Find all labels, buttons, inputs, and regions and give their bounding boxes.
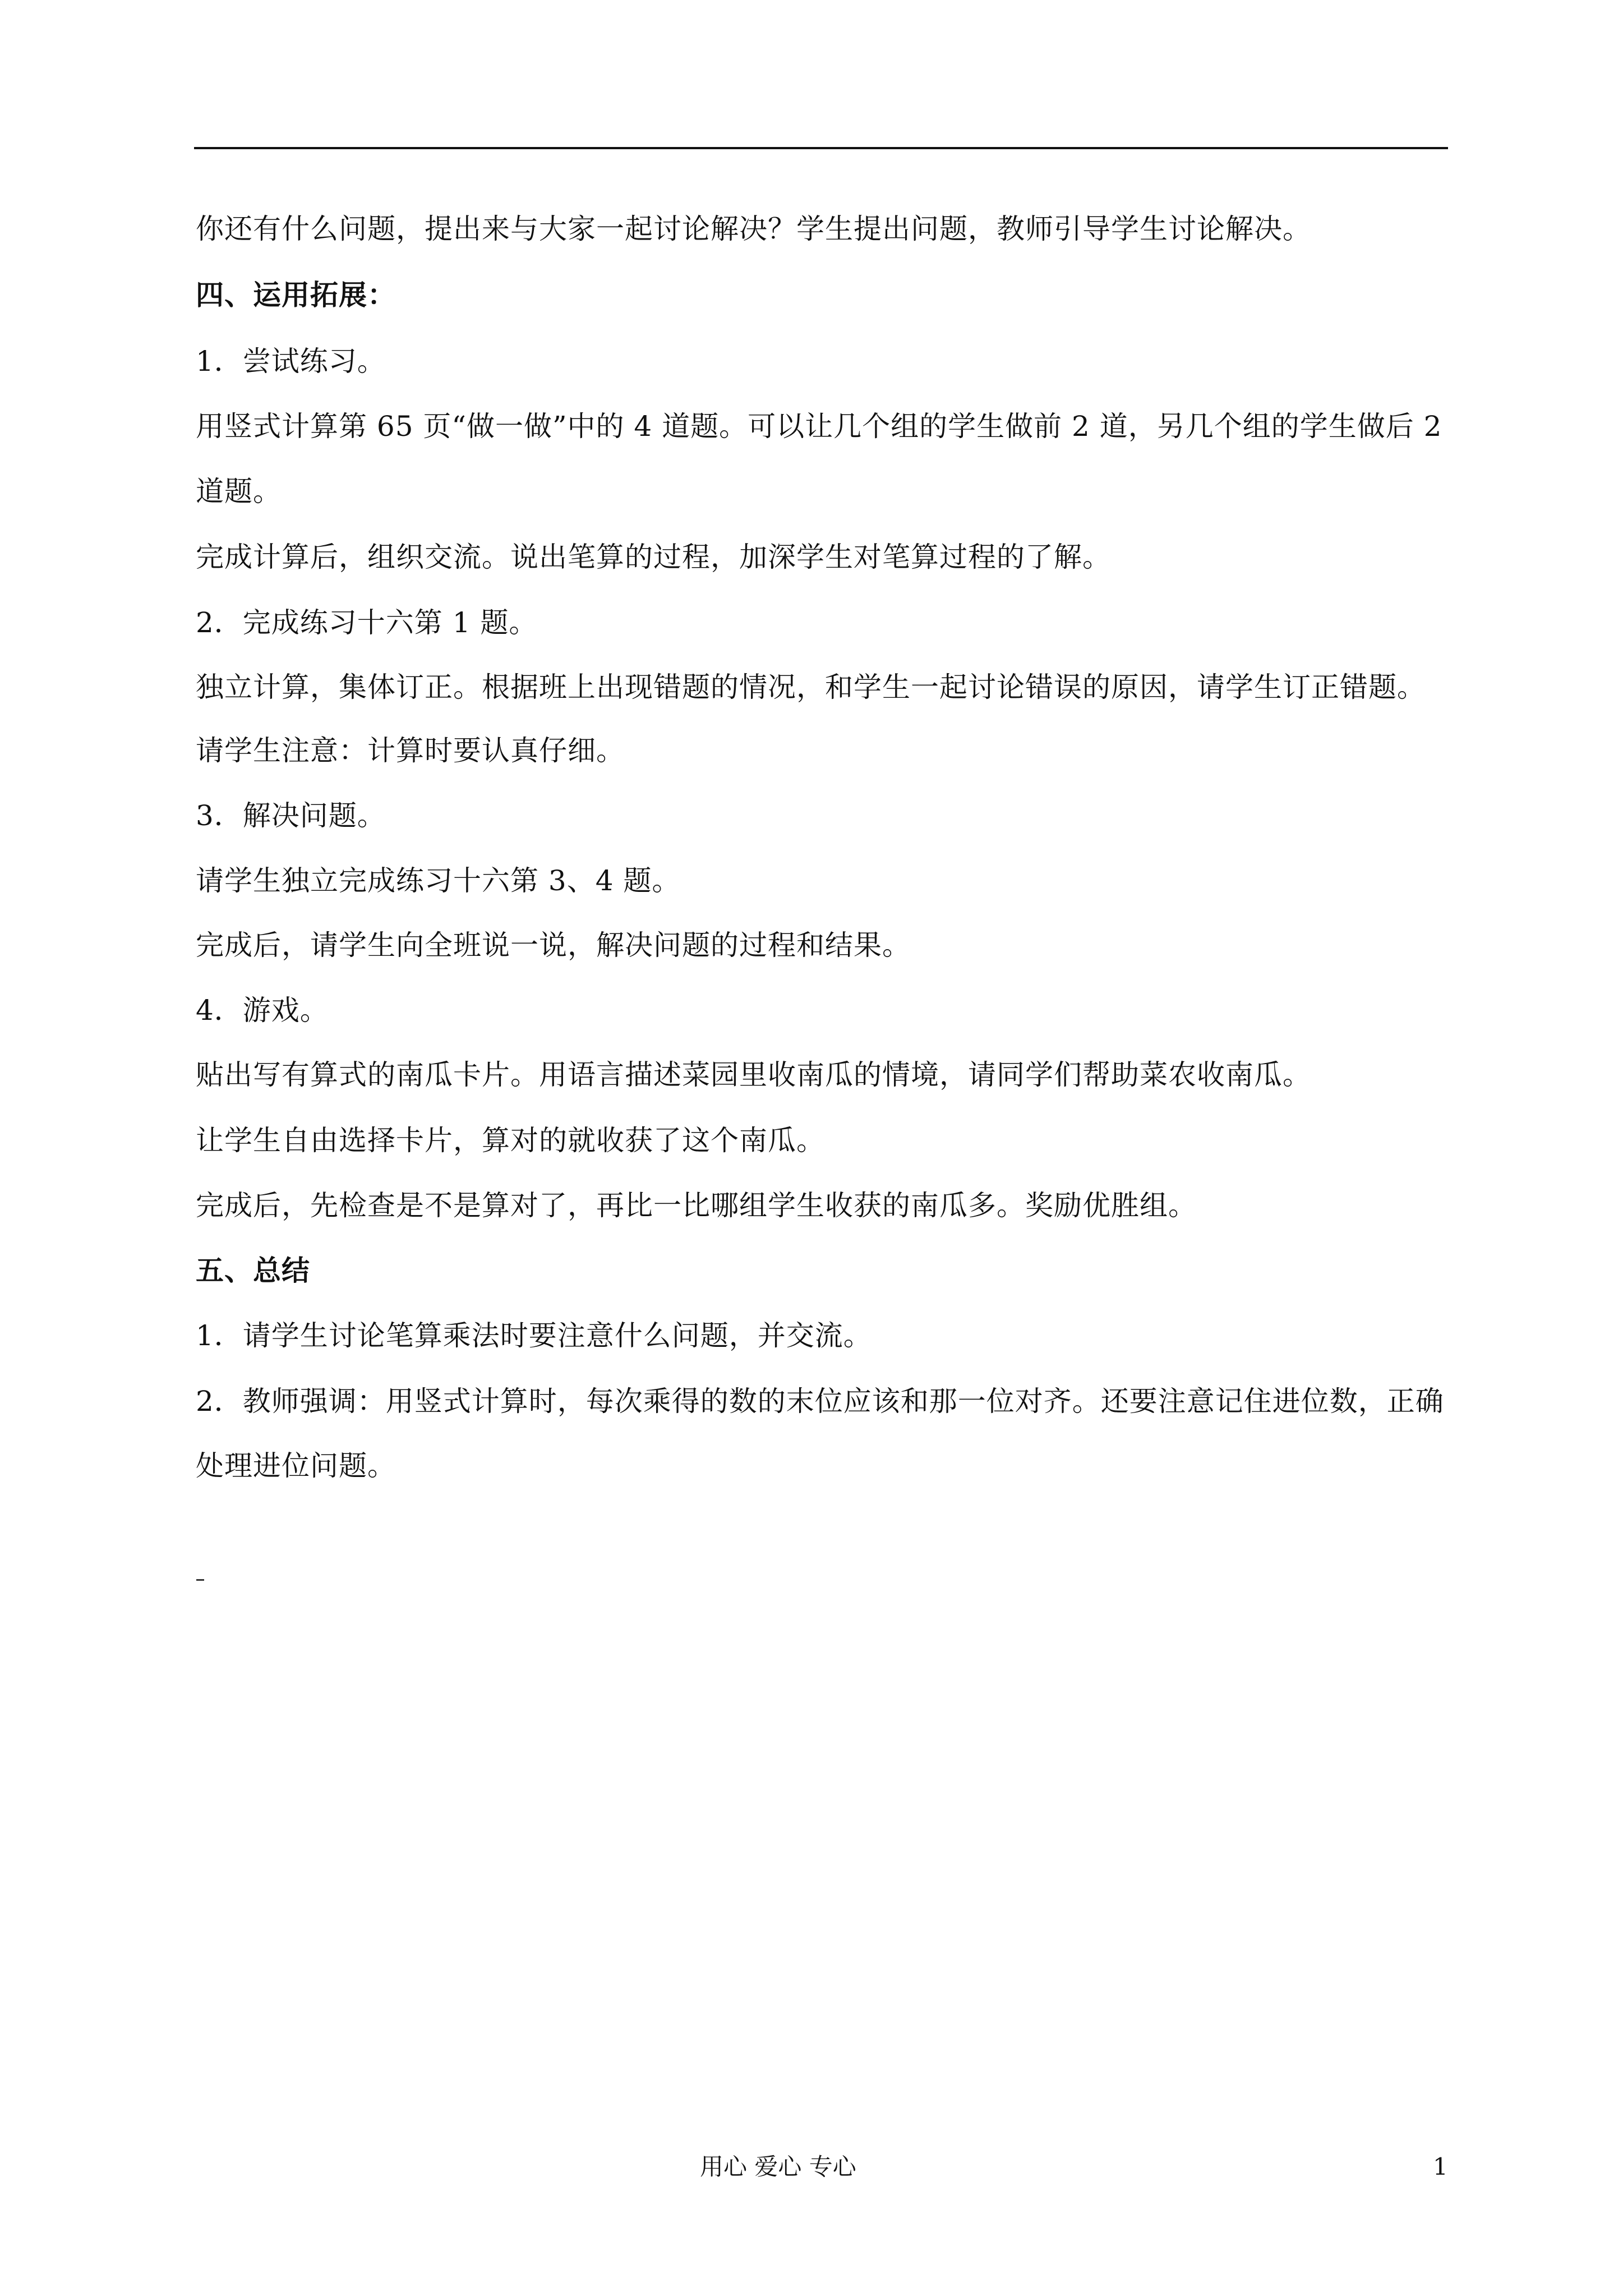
paragraph-pumpkin-cards: 贴出写有算式的南瓜卡片。用语言描述菜园里收南瓜的情境，请同学们帮助菜农收南瓜。 [196,1059,1311,1091]
item-exercise-16-q1: 2．完成练习十六第 1 题。 [196,606,538,639]
item-game: 4．游戏。 [196,994,329,1027]
footer-motto: 用心 爱心 专心 [700,2153,856,2180]
paragraph-vertical-calculation-cont: 道题。 [196,475,282,508]
item-discuss-multiplication: 1．请学生讨论笔算乘法时要注意什么问题，并交流。 [196,1319,872,1352]
paragraph-exchange: 完成计算后，组织交流。说出笔算的过程，加深学生对笔算过程的了解。 [196,541,1111,573]
item-trial-practice: 1．尝试练习。 [196,345,386,378]
paragraph-correction: 独立计算，集体订正。根据班上出现错题的情况，和学生一起讨论错误的原因，请学生订正错题。 [196,671,1426,703]
paragraph-choose-cards: 让学生自由选择卡片，算对的就收获了这个南瓜。 [196,1124,825,1157]
paragraph-share-results: 完成后，请学生向全班说一说，解决问题的过程和结果。 [196,929,911,961]
section-heading-summary: 五、总结 [196,1254,310,1287]
page-number: 1 [1433,2153,1448,2180]
stray-mark [196,1579,204,1581]
paragraph-questions: 你还有什么问题，提出来与大家一起讨论解决？学生提出问题，教师引导学生讨论解决。 [196,213,1311,245]
item-solve-problems: 3．解决问题。 [196,799,386,832]
section-heading-application: 四、运用拓展： [196,278,396,311]
paragraph-attention: 请学生注意：计算时要认真仔细。 [196,734,625,767]
item-teacher-emphasis-cont: 处理进位问题。 [196,1450,396,1482]
item-teacher-emphasis: 2．教师强调：用竖式计算时，每次乘得的数的末位应该和那一位对齐。还要注意记住进位数，正确 [196,1385,1444,1418]
paragraph-exercise-16-q3-4: 请学生独立完成练习十六第 3、4 题。 [196,864,681,897]
paragraph-reward: 完成后，先检查是不是算对了，再比一比哪组学生收获的南瓜多。奖励优胜组。 [196,1189,1197,1222]
header-rule [194,147,1448,149]
paragraph-vertical-calculation: 用竖式计算第 65 页“做一做”中的 4 道题。可以让几个组的学生做前 2 道，另几个组的学生做后 2 [196,410,1442,443]
